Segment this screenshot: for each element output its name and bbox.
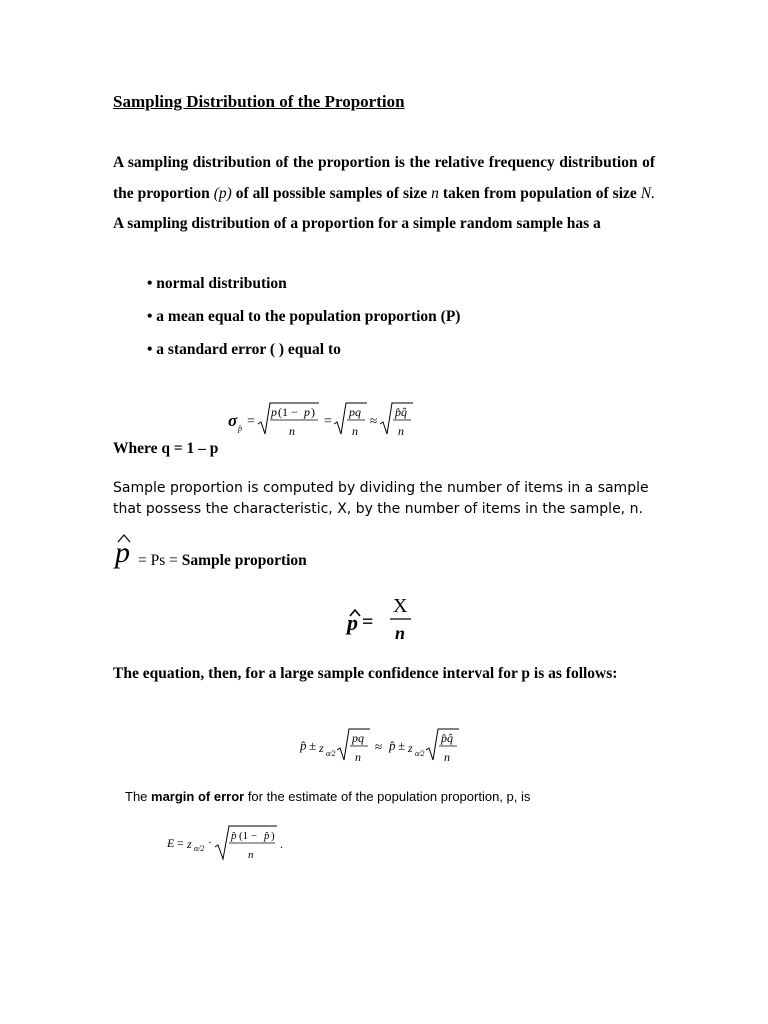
intro-text-3: taken from population of size — [438, 184, 641, 202]
svg-text:n: n — [248, 849, 254, 861]
svg-text:p̂q̂: p̂q̂ — [395, 405, 407, 419]
svg-text:(1 −: (1 − — [239, 830, 258, 842]
svg-text:·: · — [208, 835, 212, 849]
bullet-item: • a mean equal to the population proportion (P) — [147, 308, 461, 325]
intro-paragraph — [113, 148, 655, 240]
bullet-item: • normal distribution — [147, 275, 287, 292]
svg-text:X: X — [393, 595, 408, 617]
sample-proportion-text: Sample proportion is computed by dividing the number of items in a sample that possess the characteristic, X, by the number of items in the sample, n. — [113, 480, 649, 517]
svg-text:): ) — [311, 405, 315, 419]
svg-text:p: p — [271, 405, 277, 419]
p-hat-definition — [138, 552, 307, 570]
svg-text:p̂: p̂ — [238, 424, 242, 433]
p-hat-term: Sample proportion — [181, 552, 307, 569]
svg-text:n: n — [355, 750, 361, 764]
p-hat-equals: = Ps = — [138, 552, 182, 569]
svg-text:p̂q̂: p̂q̂ — [441, 731, 453, 745]
svg-text:p̂: p̂ — [231, 830, 237, 842]
svg-text:±: ± — [398, 738, 406, 753]
svg-text:p̂: p̂ — [300, 738, 307, 753]
symbol-p: (p) — [213, 184, 232, 202]
svg-text:z: z — [408, 741, 413, 755]
svg-text:α⁄2: α⁄2 — [326, 749, 336, 758]
svg-text:p: p — [347, 610, 358, 635]
svg-text:p̂: p̂ — [264, 830, 270, 842]
intro-text-1: A sampling distribution of the proportion is the relative frequency distribution of the proportion — [113, 154, 655, 202]
svg-text:p: p — [304, 405, 310, 419]
svg-text:n: n — [289, 424, 295, 438]
svg-text:α⁄2: α⁄2 — [415, 749, 425, 758]
svg-text:n: n — [398, 424, 404, 438]
intro-text-2: of all possible samples of size — [231, 184, 432, 202]
svg-text:z: z — [187, 837, 192, 851]
svg-text:p̂: p̂ — [389, 738, 396, 753]
svg-text:σ: σ — [228, 411, 238, 430]
margin-text-suffix: for the estimate of the population proportion, p, is — [244, 789, 531, 804]
svg-text:z: z — [319, 741, 324, 755]
margin-text-prefix: The — [125, 789, 152, 804]
symbol-n: n — [431, 184, 439, 202]
svg-text:=: = — [324, 414, 332, 429]
svg-text:pq: pq — [352, 731, 364, 745]
margin-of-error-term: margin of error — [151, 789, 245, 804]
standard-error-formula — [220, 396, 420, 442]
p-hat-formula — [345, 592, 425, 644]
svg-text:≈: ≈ — [370, 413, 378, 428]
svg-text:=: = — [247, 414, 255, 429]
margin-of-error-text — [125, 789, 530, 804]
svg-text:≈: ≈ — [375, 739, 383, 754]
page-title: Sampling Distribution of the Proportion — [113, 92, 405, 111]
intro-text-4: A sampling distribution of a proportion for a simple random sample has a — [113, 215, 601, 233]
svg-text:n: n — [444, 750, 450, 764]
svg-text:(1 −: (1 − — [278, 405, 298, 419]
svg-text:E: E — [167, 836, 175, 850]
confidence-interval-text: The equation, then, for a large sample confidence interval for p is as follows: — [113, 665, 618, 682]
margin-of-error-formula — [165, 820, 295, 866]
svg-text:=: = — [362, 611, 374, 633]
bullet-item: • a standard error ( ) equal to — [147, 341, 341, 358]
where-q-definition: Where q = 1 – p — [113, 440, 219, 457]
svg-text:α/2: α/2 — [194, 844, 205, 853]
svg-text:.: . — [280, 837, 283, 851]
confidence-interval-formula — [296, 722, 476, 768]
svg-text:=: = — [177, 836, 184, 850]
svg-text:n: n — [395, 623, 406, 643]
svg-text:p: p — [115, 536, 130, 569]
svg-text:pq: pq — [349, 405, 361, 419]
svg-text:): ) — [271, 830, 275, 842]
svg-text:±: ± — [309, 738, 317, 753]
svg-text:n: n — [352, 424, 358, 438]
symbol-N: N. — [640, 184, 655, 202]
